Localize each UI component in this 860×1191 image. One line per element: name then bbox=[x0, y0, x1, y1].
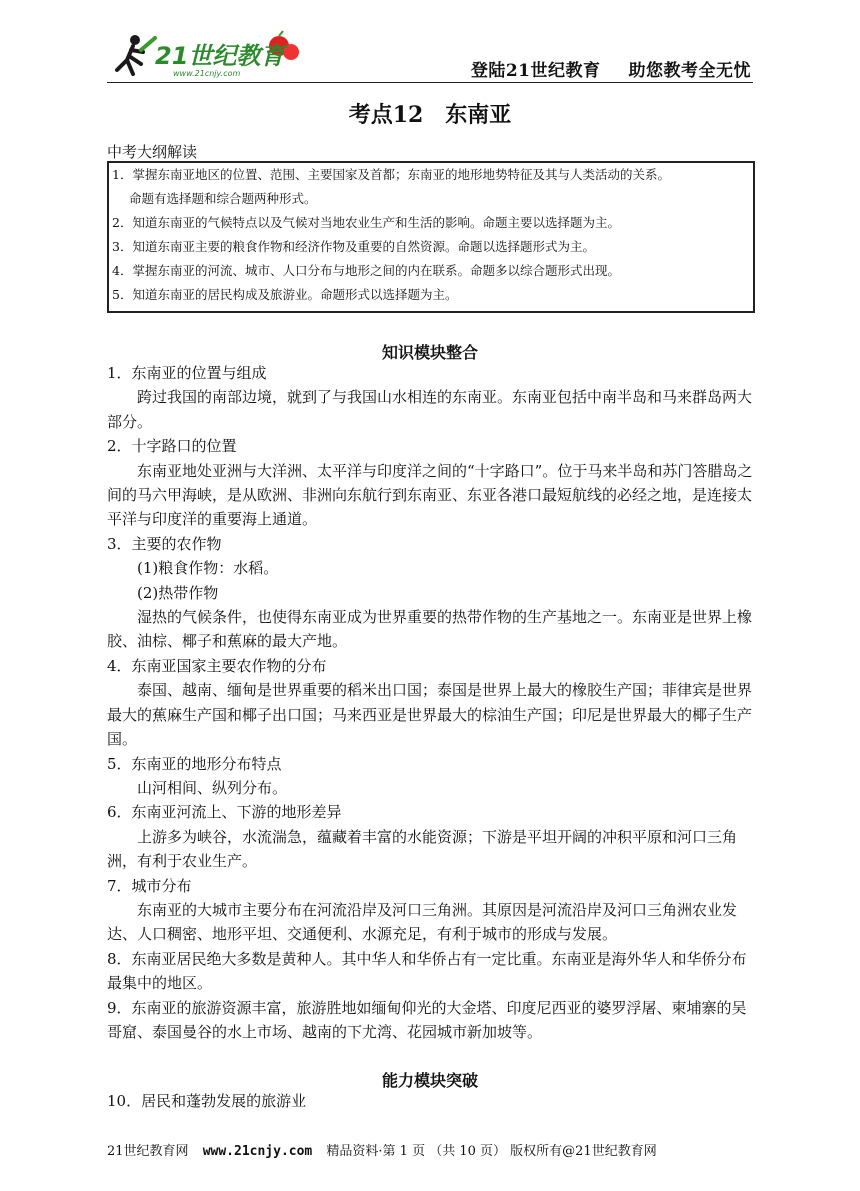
item-heading: 4．东南亚国家主要农作物的分布 bbox=[107, 656, 327, 675]
svg-text:21世纪教育: 21世纪教育 bbox=[155, 42, 285, 70]
item-subpoint: (2)热带作物 bbox=[137, 583, 219, 602]
outline-item: 4．掌握东南亚的河流、城市、人口分布与地形之间的内在联系。命题多以综合题形式出现。 bbox=[112, 263, 620, 278]
outline-item: 2．知道东南亚的气候特点以及气候对当地农业生产和生活的影响。命题主要以选择题为主。 bbox=[112, 215, 620, 230]
item-paragraph: 山河相间、纵列分布。 bbox=[137, 778, 288, 797]
site-logo bbox=[107, 30, 307, 80]
item-paragraph: 东南亚的大城市主要分布在河流沿岸及河口三角洲。其原因是河流沿岸及河口三角洲农业发达、人口稠密、地形平坦、交通便利、水源充足，有利于城市的形成与发展。 bbox=[107, 900, 738, 944]
outline-item: 1．掌握东南亚地区的位置、范围、主要国家及首都；东南亚的地形地势特征及其与人类活动的关系。 bbox=[112, 167, 670, 182]
item-heading: 6．东南亚河流上、下游的地形差异 bbox=[107, 803, 342, 822]
header-slogan: 登陆21世纪教育 助您教考全无忧 bbox=[470, 61, 751, 81]
item-heading: 2．十字路口的位置 bbox=[107, 437, 237, 456]
knowledge-content bbox=[107, 361, 753, 1044]
page-header bbox=[107, 30, 753, 83]
item-heading: 9．东南亚的旅游资源丰富，旅游胜地如缅甸仰光的大金塔、印度尼西亚的婆罗浮屠、柬埔寨的吴哥窟、泰国曼谷的水上市场、越南的下尤湾、花园城市新加坡等。 bbox=[107, 998, 747, 1041]
item-paragraph: 上游多为峡谷，水流湍急，蕴藏着丰富的水能资源；下游是平坦开阔的冲积平原和河口三角洲，有利于农业生产。 bbox=[107, 827, 738, 871]
item-heading: 8．东南亚居民绝大多数是黄种人。其中华人和华侨占有一定比重。东南亚是海外华人和华侨分布最集中的地区。 bbox=[107, 949, 747, 993]
ability-content bbox=[107, 1089, 753, 1113]
svg-text:www.21cnjy.com: www.21cnjy.com bbox=[173, 69, 241, 78]
item-heading: 10．居民和蓬勃发展的旅游业 bbox=[107, 1092, 307, 1110]
item-paragraph: 东南亚地处亚洲与大洋洲、太平洋与印度洋之间的“十字路口”。位于马来半岛和苏门答腊岛之间的马六甲海峡，是从欧洲、非洲向东航行到东南亚、东亚各港口最短航线的必经之地，是连接太平洋与印度洋的重要海上通道。 bbox=[107, 461, 753, 529]
item-paragraph: 跨过我国的南部边境，就到了与我国山水相连的东南亚。东南亚包括中南半岛和马来群岛两大部分。 bbox=[107, 388, 753, 431]
page-title: 考点12 东南亚 bbox=[348, 102, 512, 128]
outline-item: 命题有选择题和综合题两种形式。 bbox=[129, 191, 317, 206]
outline-box bbox=[107, 161, 755, 313]
item-paragraph: 泰国、越南、缅甸是世界重要的稻米出口国；泰国是世界上最大的橡胶生产国；菲律宾是世界最大的蕉麻生产国和椰子出口国；马来西亚是世界最大的棕油生产国；印尼是世界最大的椰子生产国。 bbox=[107, 681, 753, 749]
section-heading-knowledge: 知识模块整合 bbox=[381, 343, 478, 362]
outline-item: 3．知道东南亚主要的粮食作物和经济作物及重要的自然资源。命题以选择题形式为主。 bbox=[112, 239, 595, 254]
item-paragraph: 湿热的气候条件，也使得东南亚成为世界重要的热带作物的生产基地之一。东南亚是世界上橡胶、油棕、椰子和蕉麻的最大产地。 bbox=[107, 608, 753, 651]
outline-item: 5．知道东南亚的居民构成及旅游业。命题形式以选择题为主。 bbox=[112, 287, 458, 302]
item-heading: 1．东南亚的位置与组成 bbox=[107, 364, 267, 382]
outline-label: 中考大纲解读 bbox=[107, 143, 198, 161]
item-heading: 5．东南亚的地形分布特点 bbox=[107, 754, 282, 773]
page-footer bbox=[107, 1140, 753, 1159]
item-heading: 3．主要的农作物 bbox=[107, 534, 222, 553]
item-heading: 7．城市分布 bbox=[107, 876, 192, 895]
footer-site-link[interactable]: www.21cnjy.com bbox=[202, 1144, 313, 1159]
footer-left: 21世纪教育网 bbox=[107, 1144, 189, 1159]
section-heading-ability: 能力模块突破 bbox=[381, 1071, 478, 1090]
item-subpoint: (1)粮食作物：水稻。 bbox=[137, 559, 279, 578]
footer-right: 精品资料·第 1 页 （共 10 页） 版权所有@21世纪教育网 bbox=[326, 1144, 657, 1159]
